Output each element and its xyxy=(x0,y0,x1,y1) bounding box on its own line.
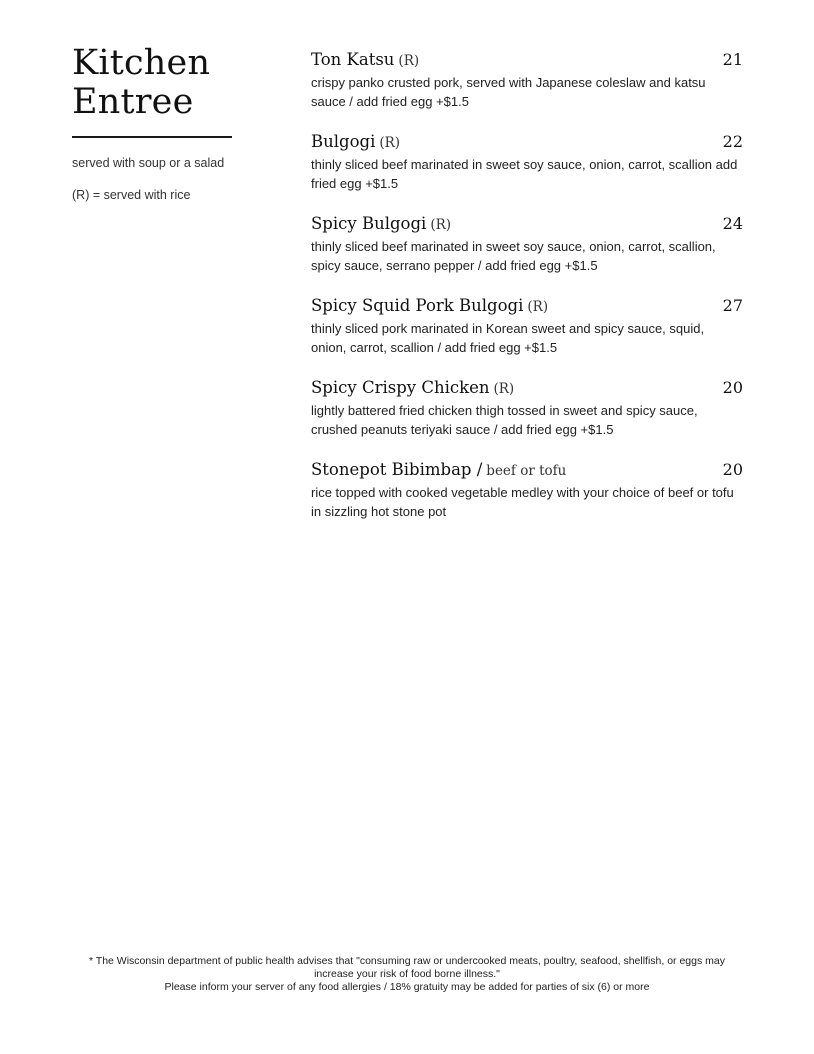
title-divider xyxy=(72,136,232,138)
menu-item-price: 20 xyxy=(722,460,743,479)
menu-item-description: thinly sliced beef marinated in sweet soy sauce, onion, carrot, scallion, spicy sauce, serrano pepper / add fried egg +$1.5 xyxy=(311,239,716,273)
menu-item-price: 21 xyxy=(722,50,743,69)
footer-allergy-gratuity-note: Please inform your server of any food allergies / 18% gratuity may be added for parties of six (6) or more xyxy=(164,981,650,993)
note-rice-legend: (R) = served with rice xyxy=(72,188,191,202)
menu-item-name: Spicy Bulgogi xyxy=(311,214,427,233)
menu-item-name: Bulgogi xyxy=(311,132,376,151)
menu-item-tag: beef or tofu xyxy=(486,463,567,479)
footer-health-advisory-line1: * The Wisconsin department of public health advises that "consuming raw or undercooked meats, poultry, seafood, shellfish, or eggs may xyxy=(88,955,725,967)
menu-item-description: thinly sliced beef marinated in sweet soy sauce, onion, carrot, scallion add fried egg +$1.5 xyxy=(311,157,738,191)
menu-item-header xyxy=(311,378,743,400)
menu-item xyxy=(311,296,743,378)
menu-item-price: 20 xyxy=(722,378,743,397)
menu-item-price: 22 xyxy=(722,132,743,151)
menu-item-tag: (R) xyxy=(379,135,401,151)
menu-item xyxy=(311,378,743,460)
section-sidebar xyxy=(72,44,242,203)
note-soup-salad: served with soup or a salad xyxy=(72,156,225,170)
menu-item-tag: (R) xyxy=(430,217,452,233)
footer-disclaimer xyxy=(60,955,754,994)
menu-item-header xyxy=(311,50,743,72)
menu-item-description: lightly battered fried chicken thigh tossed in sweet and spicy sauce, crushed peanuts teriyaki sauce / add fried egg +$1.5 xyxy=(311,403,698,437)
menu-item-tag: (R) xyxy=(398,53,420,69)
menu-item-tag: (R) xyxy=(493,381,515,397)
menu-item-header xyxy=(311,460,743,482)
menu-item xyxy=(311,132,743,214)
menu-item xyxy=(311,50,743,132)
menu-item-description: thinly sliced pork marinated in Korean sweet and spicy sauce, squid, onion, carrot, scallion / add fried egg +$1.5 xyxy=(311,321,705,355)
section-title-line1: Kitchen xyxy=(72,43,211,83)
menu-item-description: rice topped with cooked vegetable medley with your choice of beef or tofu in sizzling hot stone pot xyxy=(311,485,734,519)
menu-item-list xyxy=(311,50,743,542)
section-title-line2: Entree xyxy=(72,82,194,122)
menu-item-tag: (R) xyxy=(527,299,549,315)
menu-item-name: Stonepot Bibimbap / xyxy=(311,460,483,479)
menu-item-header xyxy=(311,132,743,154)
menu-item-name: Spicy Crispy Chicken xyxy=(311,378,490,397)
menu-item-header xyxy=(311,296,743,318)
menu-item-header xyxy=(311,214,743,236)
menu-item-description: crispy panko crusted pork, served with Japanese coleslaw and katsu sauce / add fried egg +$1.5 xyxy=(311,75,706,109)
menu-item xyxy=(311,460,743,542)
menu-item-name: Ton Katsu xyxy=(311,50,395,69)
menu-item xyxy=(311,214,743,296)
section-title xyxy=(72,44,242,122)
menu-item-price: 27 xyxy=(722,296,743,315)
menu-item-name: Spicy Squid Pork Bulgogi xyxy=(311,296,524,315)
menu-item-price: 24 xyxy=(722,214,743,233)
footer-health-advisory-line2: increase your risk of food borne illness." xyxy=(314,968,500,980)
